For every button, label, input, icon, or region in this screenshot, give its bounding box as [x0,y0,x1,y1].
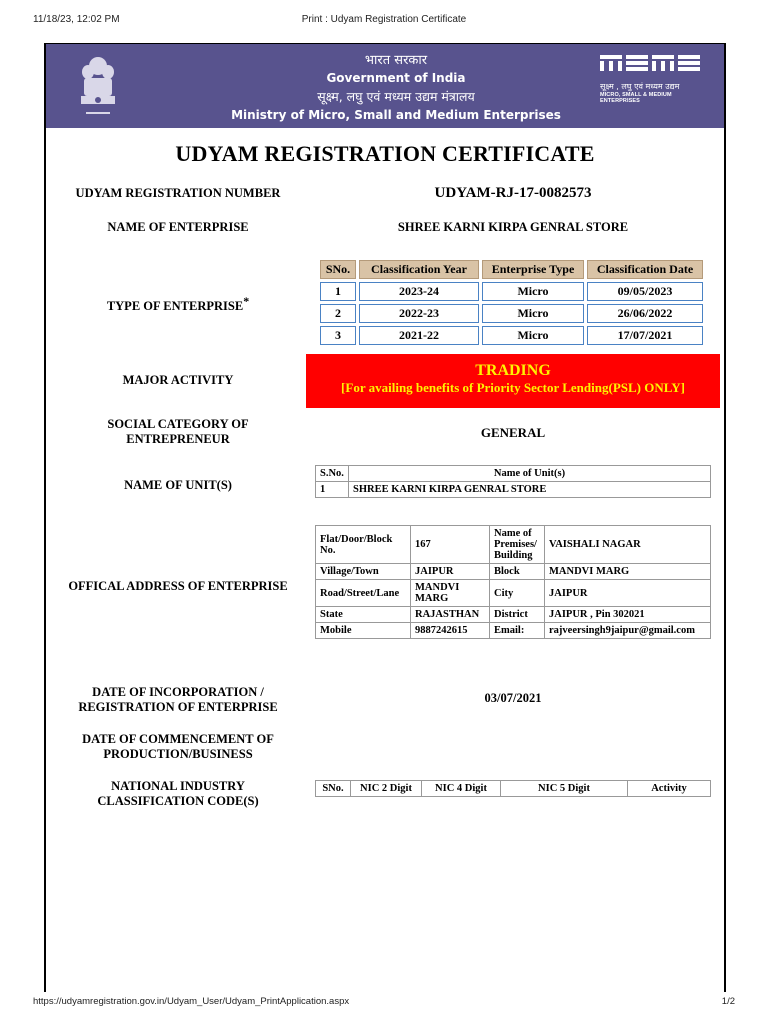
enterprise-type-text: TYPE OF ENTERPRISE [106,299,244,314]
col-header: Classification Year [359,260,479,279]
activity-note: [For availing benefits of Priority Sector Lending(PSL) ONLY] [341,380,685,395]
msme-logo-icon [600,52,700,74]
table-row [320,326,703,345]
reg-no-value: UDYAM-RJ-17-0082573 [434,185,592,201]
national-emblem-icon [76,54,120,120]
table-header-row [320,260,703,279]
col-header: S.No. [316,466,349,482]
email-label: Email: [490,623,545,639]
print-header [0,14,768,30]
incorporation-label: DATE OF INCORPORATION / REGISTRATION OF ENTERPRISE [78,685,278,714]
table-row [316,526,711,564]
road-label: Road/Street/Lane [316,580,411,607]
state-label: State [316,607,411,623]
col-header: Classification Date [587,260,703,279]
table-row [316,482,711,498]
hindi-ministry: सूक्ष्म, लघु एवं मध्यम उद्यम मंत्रालय [317,89,475,104]
table-row [316,580,711,607]
enterprise-name-value: SHREE KARNI KIRPA GENRAL STORE [397,220,629,234]
print-url: https://udyamregistration.gov.in/Udyam_User/Udyam_PrintApplication.aspx [33,996,350,1007]
activity-value: TRADING [475,362,551,379]
block-label: Block [490,564,545,580]
enterprise-type-table [317,257,706,348]
print-datetime: 11/18/23, 12:02 PM [33,14,120,25]
col-header: Activity [628,781,711,797]
units-label: NAME OF UNIT(S) [124,478,232,492]
premises-value: VAISHALI NAGAR [545,526,711,564]
major-activity-box [306,354,720,408]
social-category-value: GENERAL [480,425,546,440]
table-row [316,623,711,639]
col-header: Enterprise Type [482,260,584,279]
mobile-label: Mobile [316,623,411,639]
block-value: MANDVI MARG [545,564,711,580]
road-value: MANDVI MARG [411,580,490,607]
table-header-row [316,466,711,482]
enterprise-type-label [68,294,288,314]
units-table [315,465,711,498]
table-cell: Micro [482,326,584,345]
col-header: NIC 2 Digit [351,781,422,797]
nic-label: NATIONAL INDUSTRY CLASSIFICATION CODE(S) [97,779,259,808]
table-cell: 09/05/2023 [587,282,703,301]
commencement-label: DATE OF COMMENCEMENT OF PRODUCTION/BUSINESS [82,732,274,761]
table-cell: 2022-23 [359,304,479,323]
col-header: SNo. [320,260,356,279]
ministry-banner [46,44,724,128]
certificate [44,43,726,992]
state-value: RAJASTHAN [411,607,490,623]
flat-label: Flat/Door/Block No. [316,526,411,564]
nic-table [315,780,711,797]
msme-logo [600,52,710,104]
table-cell: 1 [320,282,356,301]
col-header: Name of Unit(s) [349,466,711,482]
incorporation-date: 03/07/2021 [484,691,542,705]
table-cell: Micro [482,304,584,323]
table-cell: 2023-24 [359,282,479,301]
city-value: JAIPUR [545,580,711,607]
city-label: City [490,580,545,607]
msme-hindi: सूक्ष्म , लघु एवं मध्यम उद्यम [600,82,680,91]
table-row [316,564,711,580]
flat-value: 167 [411,526,490,564]
hindi-government: भारत सरकार [364,53,428,68]
email-value: rajveersingh9jaipur@gmail.com [545,623,711,639]
table-header-row [316,781,711,797]
major-activity-label: MAJOR ACTIVITY [122,373,234,387]
gov-text [196,52,596,124]
district-value: JAIPUR , Pin 302021 [545,607,711,623]
col-header: SNo. [316,781,351,797]
address-table [315,525,711,639]
village-value: JAIPUR [411,564,490,580]
table-row [320,304,703,323]
table-cell: SHREE KARNI KIRPA GENRAL STORE [349,482,711,498]
table-cell: 17/07/2021 [587,326,703,345]
village-label: Village/Town [316,564,411,580]
social-category-label: SOCIAL CATEGORY OF ENTREPRENEUR [107,417,249,446]
table-cell: 2 [320,304,356,323]
certificate-title: UDYAM REGISTRATION CERTIFICATE [175,141,595,166]
premises-label: Name of Premises/ Building [490,526,545,564]
ministry-name: Ministry of Micro, Small and Medium Enterprises [231,108,561,122]
col-header: NIC 4 Digit [422,781,501,797]
print-title: Print : Udyam Registration Certificate [301,14,467,25]
col-header: NIC 5 Digit [501,781,628,797]
government-of-india: Government of India [326,71,466,85]
table-cell: 3 [320,326,356,345]
asterisk: * [243,294,250,308]
table-cell: 1 [316,482,349,498]
address-label: OFFICAL ADDRESS OF ENTERPRISE [68,579,288,593]
table-cell: Micro [482,282,584,301]
reg-no-label: UDYAM REGISTRATION NUMBER [75,186,281,200]
mobile-value: 9887242615 [411,623,490,639]
enterprise-name-label: NAME OF ENTERPRISE [107,220,249,234]
district-label: District [490,607,545,623]
table-row [316,607,711,623]
msme-english: MICRO, SMALL & MEDIUM ENTERPRISES [600,92,672,104]
page-number: 1/2 [721,996,735,1007]
table-cell: 2021-22 [359,326,479,345]
table-cell: 26/06/2022 [587,304,703,323]
table-row [320,282,703,301]
